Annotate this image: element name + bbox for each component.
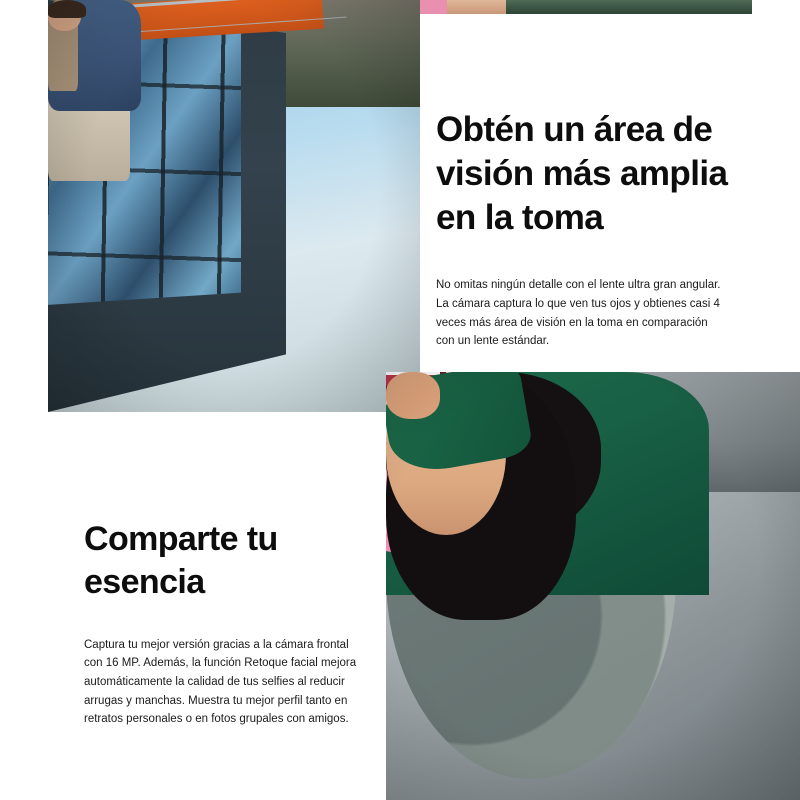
- section-front-camera: [84, 518, 384, 729]
- section-wide-angle-body: No omitas ningún detalle con el lente ultra gran angular. La cámara captura lo que ven tus ojos y obtienes casi 4 veces más área de visión en la toma en comparación con un lente estándar.: [436, 279, 721, 348]
- section-front-camera-headline: Comparte tu esencia: [84, 520, 278, 601]
- vignette-layer: [386, 372, 800, 800]
- section-wide-angle-headline: Obtén un área de visión más amplia en la toma: [436, 110, 728, 238]
- image-top-right: [420, 0, 752, 14]
- image-selfie: [386, 372, 800, 800]
- top-right-pink-layer: [420, 0, 447, 14]
- section-front-camera-body: Captura tu mejor versión gracias a la cámara frontal con 16 MP. Además, la función Retoque facial mejora automáticamente la calidad de tus selfies al reducir arrugas y manchas. Muestra tu mejor perfil tanto en retratos personales o en fotos grupales con amigos.: [84, 638, 357, 726]
- vignette-layer: [48, 0, 420, 412]
- section-wide-angle: [436, 108, 736, 351]
- image-hero-left: [48, 0, 420, 412]
